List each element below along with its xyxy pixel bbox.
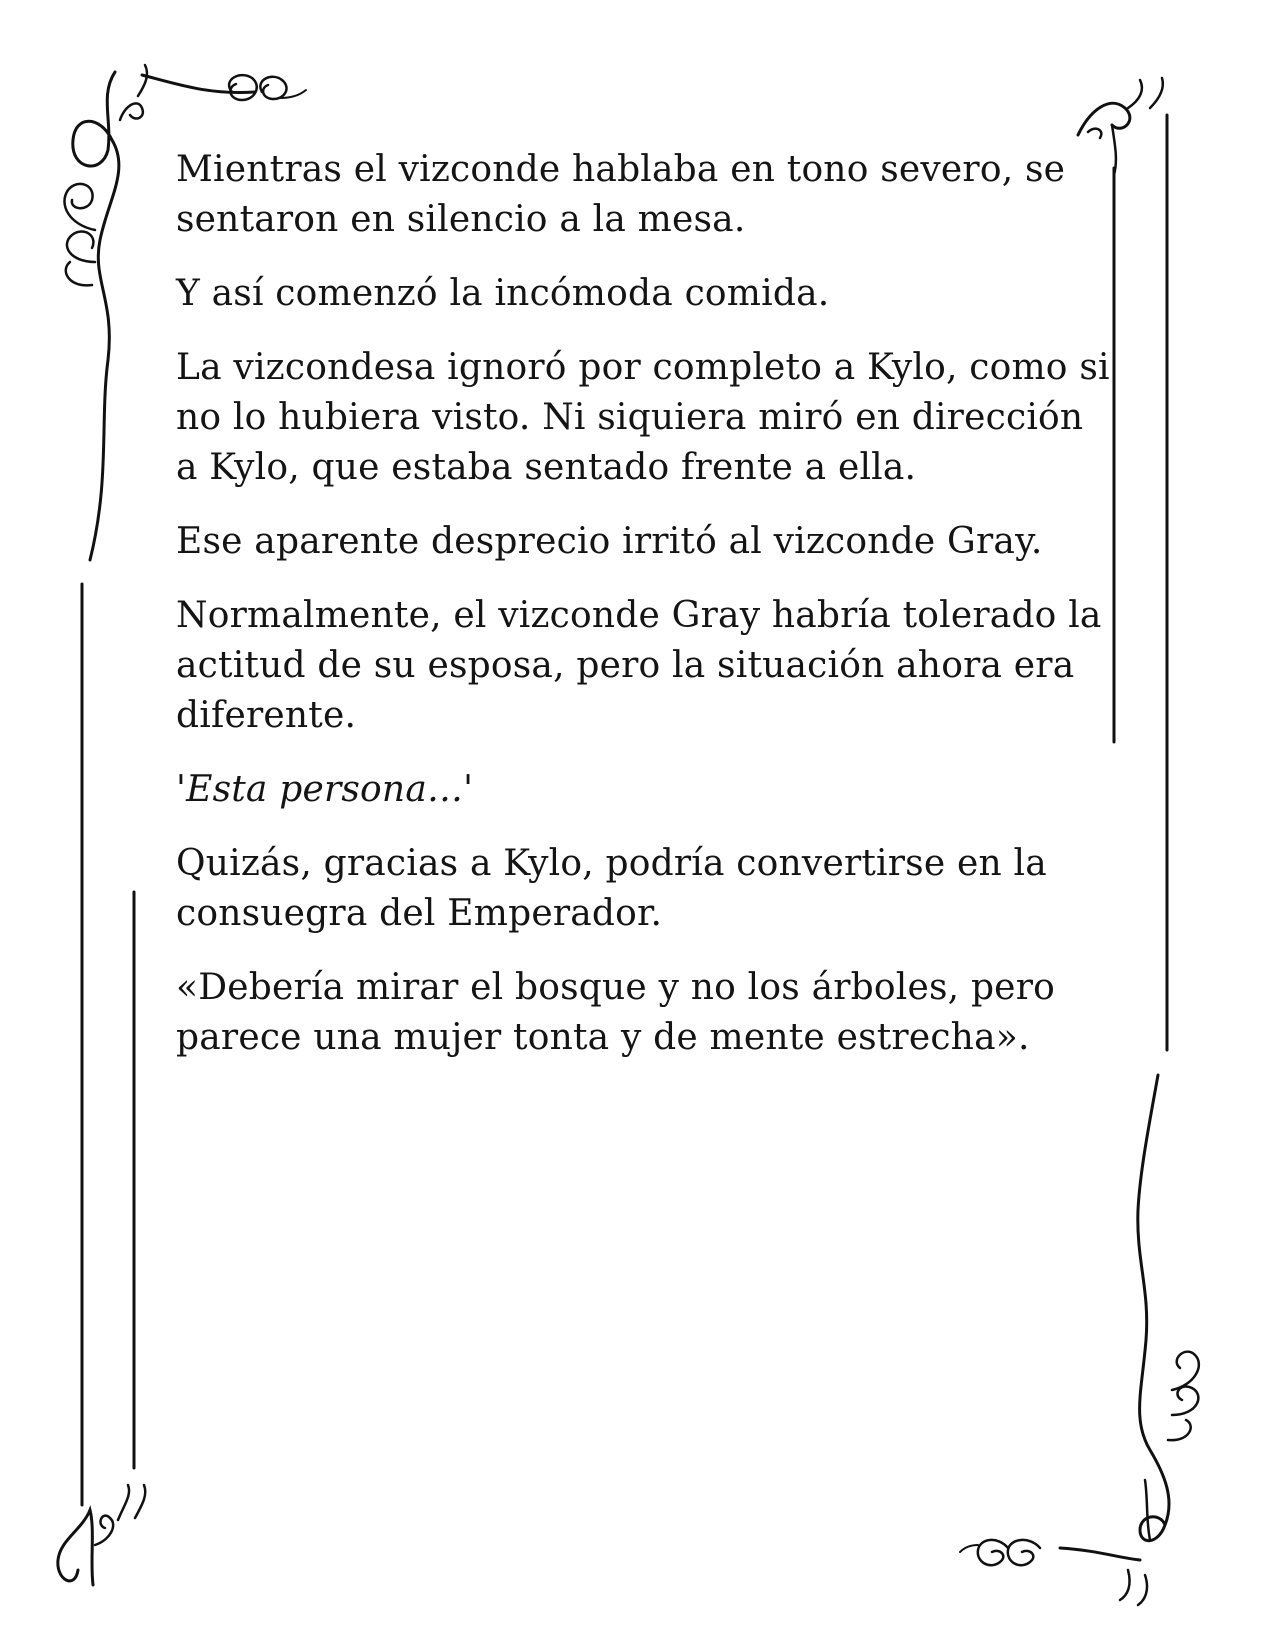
paragraph-2: Y así comenzó la incómoda comida. [176, 273, 830, 314]
story-text [176, 145, 1116, 1087]
paragraph-3: La vizcondesa ignoró por completo a Kylo, como si no lo hubiera visto. Ni siquiera miró en dirección a Kylo, que estaba sentado frente a ella. [176, 347, 1110, 488]
paragraph-8-quote: «Debería mirar el bosque y no los árboles, pero parece una mujer tonta y de mente estrecha». [176, 967, 1055, 1058]
paragraph-4: Ese aparente desprecio irritó al vizconde Gray. [176, 521, 1043, 562]
paragraph-1: Mientras el vizconde hablaba en tono severo, se sentaron en silencio a la mesa. [176, 149, 1066, 240]
flourish-bottom-left-icon [58, 1485, 145, 1585]
paragraph-7: Quizás, gracias a Kylo, podría convertirse en la consuegra del Emperador. [176, 843, 1047, 934]
paragraph-5: Normalmente, el vizconde Gray habría tolerado la actitud de su esposa, pero la situación ahora era diferente. [176, 595, 1102, 736]
paragraph-6-thought: 'Esta persona…' [176, 769, 474, 810]
flourish-bottom-right-icon [960, 1075, 1199, 1605]
